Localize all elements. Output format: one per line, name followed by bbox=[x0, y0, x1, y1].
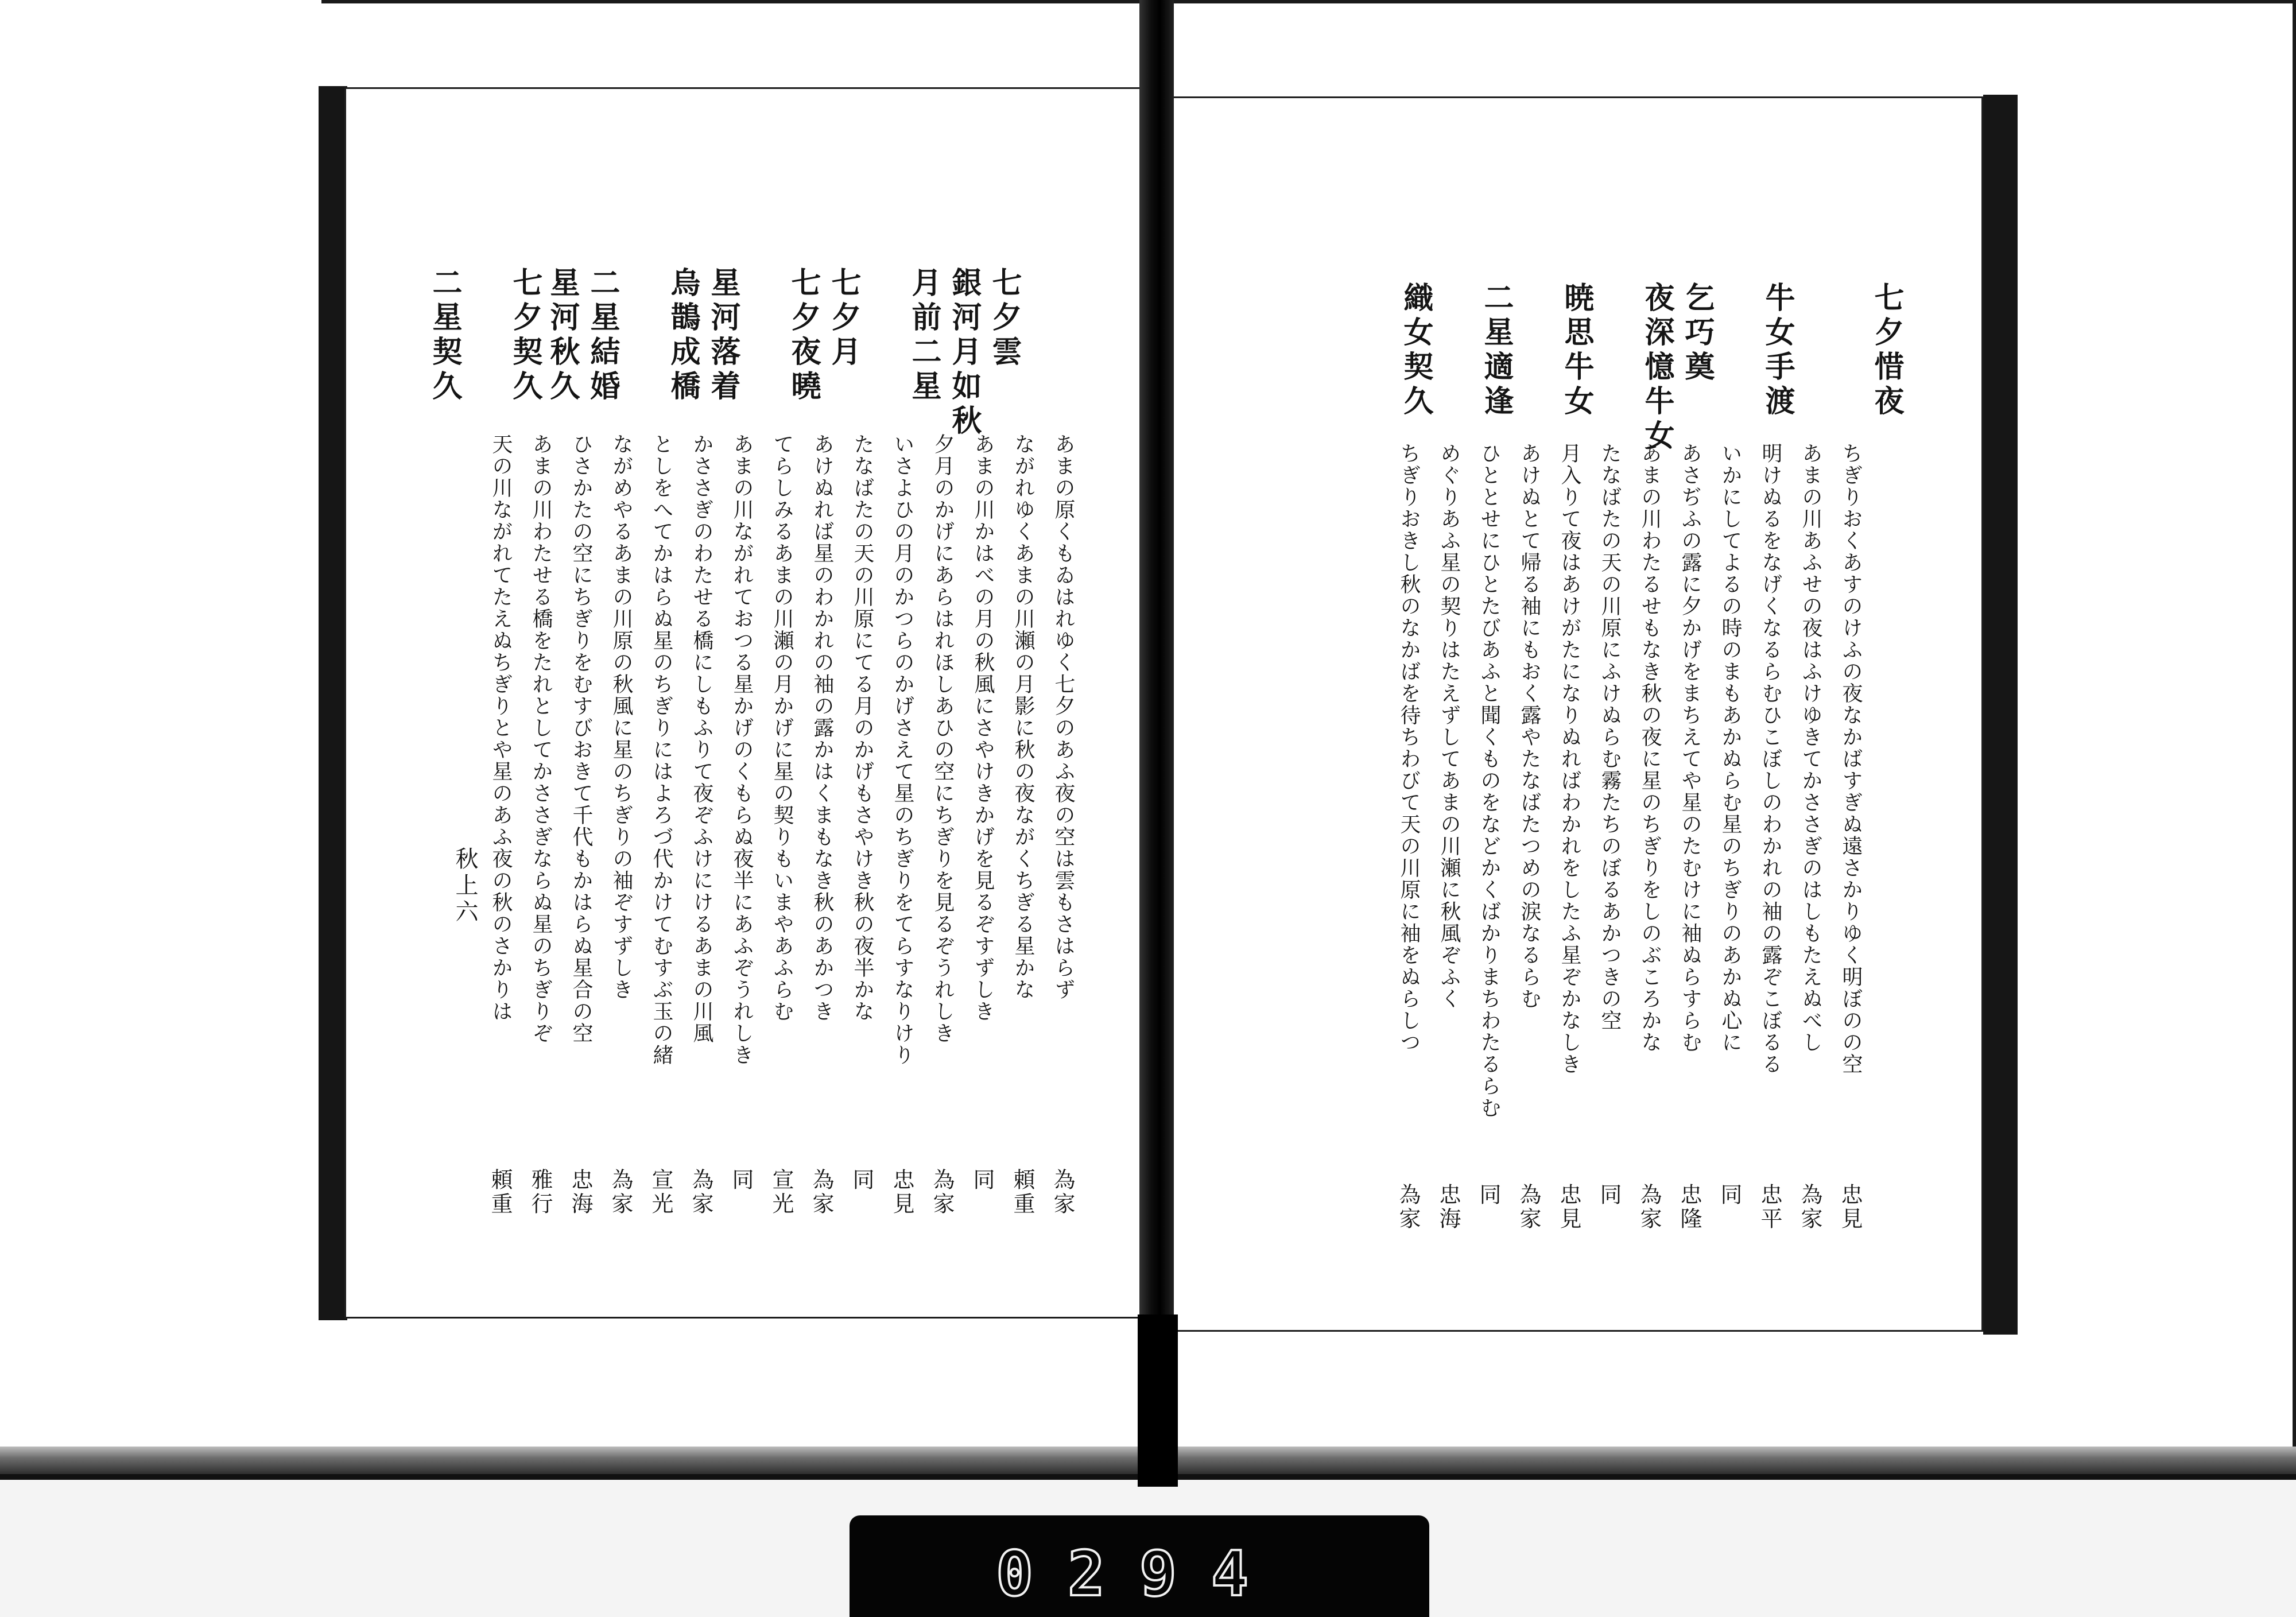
poem-text: あまの原くもゐはれゆく七夕のあふ夜の空は雲もさはらず bbox=[1052, 433, 1075, 1001]
poem-author: 忠海 bbox=[568, 1168, 593, 1216]
poem-text: 明けぬるをなげくなるらむひこぼしのわかれの袖の露ぞこぼるる bbox=[1759, 443, 1782, 1075]
poem-text: たなばたの天の川原にてる月のかげもさやけき秋の夜半かな bbox=[851, 433, 874, 1022]
poem-author: 同 bbox=[1596, 1183, 1622, 1207]
poem-text: てらしみるあまの川瀬の月かげに星の契りもいまやあふらむ bbox=[770, 433, 794, 1022]
poem-text: ひととせにひとたびあふと聞くものをなどかくばかりまちわたるらむ bbox=[1477, 443, 1501, 1119]
poem-author: 頼重 bbox=[1010, 1168, 1035, 1216]
poem-text: あまの川あふせの夜はふけゆきてかささぎのはしもたえぬべし bbox=[1799, 443, 1822, 1053]
entry-title: 七夕惜夜 bbox=[1869, 282, 1904, 420]
poem-author: 為家 bbox=[809, 1168, 834, 1216]
poem-text: 夕月のかげにあらはれほしあひの空にちぎりを見るぞうれしき bbox=[931, 433, 955, 1044]
poem-author: 忠見 bbox=[1556, 1183, 1581, 1231]
poem-author: 為家 bbox=[688, 1168, 713, 1216]
poem-author: 同 bbox=[849, 1168, 874, 1192]
entry-title: 七夕月 bbox=[826, 267, 861, 370]
poem-author: 忠平 bbox=[1757, 1183, 1782, 1231]
poem-text: 月入りて夜はあけがたになりぬればわかれをしたふ星ぞかなしき bbox=[1558, 443, 1581, 1075]
entry-title: 七夕雲 bbox=[987, 267, 1022, 370]
entry-title: 星河秋久 bbox=[545, 267, 580, 405]
poem-author: 忠海 bbox=[1436, 1183, 1461, 1231]
poem-author: 忠見 bbox=[1837, 1183, 1863, 1231]
poem-text: ひさかたの空にちぎりをむすびおきて千代もかはらぬ星合の空 bbox=[569, 433, 593, 1044]
poem-text: 天の川ながれてたえぬちぎりとや星のあふ夜の秋のさかりは bbox=[489, 433, 513, 1022]
poem-author: 頼重 bbox=[487, 1168, 513, 1216]
poem-author: 同 bbox=[728, 1168, 754, 1192]
poem-text: あさぢふの露に夕かげをまちえてや星のたむけに袖ぬらすらむ bbox=[1678, 443, 1702, 1053]
poem-author: 雅行 bbox=[528, 1168, 553, 1216]
film-frame-plate bbox=[850, 1515, 1429, 1617]
poem-text: たなばたの天の川原にふけぬらむ霧たちのぼるあかつきの空 bbox=[1598, 443, 1622, 1032]
entry-title: 二星適逢 bbox=[1479, 282, 1514, 420]
poem-text: あまの川わたせる橋をたれとしてかささぎならぬ星のちぎりぞ bbox=[529, 433, 553, 1044]
poem-text: ながめやるあまの川原の秋風に星のちぎりの袖ぞすずしき bbox=[610, 433, 633, 1001]
entry-title: 暁思牛女 bbox=[1559, 282, 1594, 420]
poem-author: 同 bbox=[969, 1168, 995, 1192]
book-left-cover-edge bbox=[319, 86, 347, 1320]
entry-title: 夜深憶牛女 bbox=[1639, 282, 1674, 454]
poem-author: 為家 bbox=[1797, 1183, 1822, 1231]
poem-text: ながれゆくあまの川瀬の月影に秋の夜ながくちぎる星かな bbox=[1011, 433, 1035, 1001]
entry-title: 月前二星 bbox=[906, 267, 941, 405]
book-right-cover-edge bbox=[1983, 95, 2018, 1335]
entry-title: 銀河月如秋 bbox=[947, 267, 982, 439]
poem-text: あまの川かはべの月の秋風にさやけきかげを見るぞすずしき bbox=[971, 433, 995, 1022]
entry-title: 星河落着 bbox=[705, 267, 740, 405]
entry-title: 乞巧奠 bbox=[1680, 282, 1715, 385]
poem-author: 為家 bbox=[1050, 1168, 1075, 1216]
poem-author: 為家 bbox=[1516, 1183, 1541, 1231]
entry-title: 七夕契久 bbox=[507, 267, 542, 405]
entry-title: 牛女手渡 bbox=[1760, 282, 1795, 420]
poem-text: めぐりあふ星の契りはたえずしてあまの川瀬に秋風ぞふく bbox=[1437, 443, 1461, 1010]
film-frame-number: 0294 bbox=[995, 1538, 1283, 1610]
book-spine bbox=[1139, 0, 1174, 1487]
poem-author: 為家 bbox=[1395, 1183, 1421, 1231]
poem-text: かささぎのわたせる橋にしもふりて夜ぞふけにけるあまの川風 bbox=[690, 433, 713, 1044]
poem-author: 宣光 bbox=[648, 1168, 673, 1216]
poem-text: いかにしてよるの時のまもあかぬらむ星のちぎりのあかぬ心に bbox=[1719, 443, 1742, 1053]
left-page bbox=[344, 87, 1142, 1319]
entry-title: 二星契久 bbox=[427, 267, 462, 405]
poem-author: 同 bbox=[1717, 1183, 1742, 1207]
entry-title: 烏鵲成橋 bbox=[665, 267, 700, 405]
poem-text: としをへてかはらぬ星のちぎりにはよろづ代かけてむすぶ玉の緒 bbox=[650, 433, 673, 1066]
poem-text: いさよひの月のかつらのかげさえて星のちぎりをてらすなりけり bbox=[891, 433, 914, 1066]
poem-text: ちぎりおくあすのけふの夜なかばすぎぬ遠さかりゆく明ぼのの空 bbox=[1839, 443, 1863, 1075]
poem-author: 忠隆 bbox=[1677, 1183, 1702, 1231]
poem-author: 為家 bbox=[929, 1168, 955, 1216]
poem-author: 宣光 bbox=[769, 1168, 794, 1216]
entry-title: 七夕夜曉 bbox=[786, 267, 821, 405]
poem-author: 忠見 bbox=[889, 1168, 914, 1216]
poem-author: 同 bbox=[1476, 1183, 1501, 1207]
scan-top-edge bbox=[321, 0, 2296, 3]
poem-text: あけぬとて帰る袖にもおく露やたなばたつめの涙なるらむ bbox=[1518, 443, 1541, 1010]
book-spine-base bbox=[1138, 1314, 1178, 1487]
poem-text: あまの川ながれておつる星かげのくもらぬ夜半にあふぞうれしき bbox=[730, 433, 754, 1066]
entry-title: 二星結婚 bbox=[585, 267, 620, 405]
poem-text: ちぎりおきし秋のなかばを待ちわびて天の川原に袖をぬらしつ bbox=[1397, 443, 1421, 1053]
folio-number: 秋上六 bbox=[452, 847, 478, 926]
entry-title: 織女契久 bbox=[1398, 282, 1433, 420]
scan-right-edge bbox=[2293, 0, 2296, 1469]
poem-author: 為家 bbox=[608, 1168, 633, 1216]
poem-author: 為家 bbox=[1636, 1183, 1662, 1231]
poem-text: あまの川わたるせもなき秋の夜に星のちぎりをしのぶころかな bbox=[1638, 443, 1662, 1053]
poem-text: あけぬれば星のわかれの袖の露かはくまもなき秋のあかつき bbox=[810, 433, 834, 1022]
right-page bbox=[1174, 96, 1983, 1332]
